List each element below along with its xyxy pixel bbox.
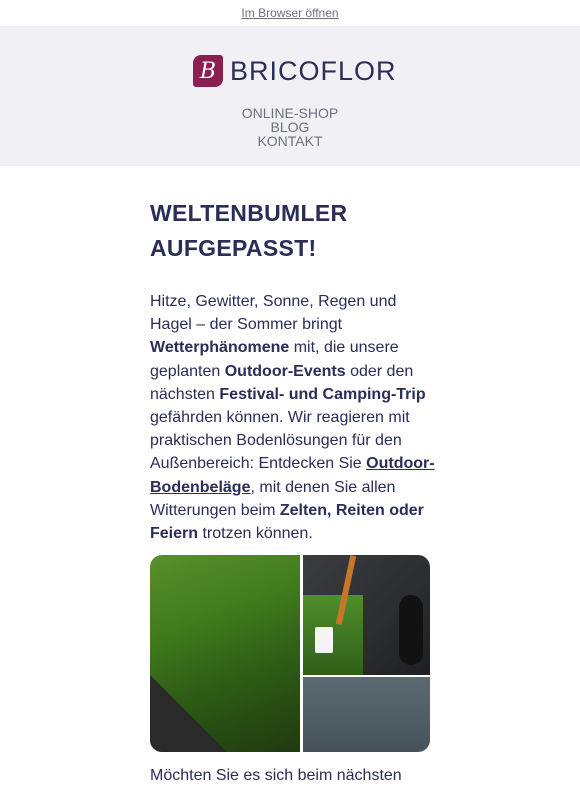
- main-nav: [0, 106, 580, 148]
- article-body: [150, 290, 440, 545]
- highlight-weather: Wetterphänomene: [150, 339, 290, 357]
- next-paragraph-partial: Möchten Sie es sich beim nächsten: [150, 767, 402, 784]
- highlight-festival-camping: Festival- und Camping-Trip: [219, 385, 426, 403]
- body-text-segment: Hitze, Gewitter, Sonne, Regen und Hagel – der Sommer bringt: [150, 293, 397, 334]
- body-text-segment: gefährden können. Wir reagieren mit praktischen Bodenlösungen für den Außenbereich: Entdecken Sie: [150, 409, 410, 473]
- ukulele-icon: [399, 595, 423, 665]
- topbar: [0, 0, 580, 26]
- mat-texture-image: [303, 677, 430, 752]
- logo-mark-icon: B: [193, 55, 223, 87]
- logo-text: BRICOFLOR: [230, 55, 397, 86]
- header: [0, 26, 580, 166]
- outdoor-flooring-link[interactable]: Outdoor-Bodenbeläge: [150, 455, 435, 496]
- body-text-segment: oder den nächsten: [150, 362, 414, 403]
- mug-icon: [315, 627, 333, 653]
- divider: [300, 555, 303, 752]
- open-in-browser-link[interactable]: Im Browser öffnen: [241, 6, 339, 20]
- body-text-segment: mit, die unsere geplanten: [150, 339, 399, 380]
- logo[interactable]: [193, 55, 397, 87]
- nav-blog[interactable]: BLOG: [270, 119, 310, 135]
- body-text-segment: trotzen können.: [198, 525, 313, 543]
- article: [150, 196, 440, 545]
- nav-kontakt[interactable]: KONTAKT: [257, 133, 323, 149]
- floor-mat-shape: [150, 645, 261, 752]
- grass-mat-image: [150, 555, 300, 752]
- divider: [303, 675, 430, 677]
- camping-scene-image: [303, 555, 430, 675]
- highlight-activities: Zelten, Reiten oder Feiern: [150, 501, 424, 543]
- product-image-collage[interactable]: [150, 555, 430, 752]
- highlight-outdoor-events: Outdoor-Events: [224, 362, 346, 380]
- body-text-segment: , mit denen Sie allen Witterungen beim: [150, 478, 396, 519]
- article-title: WELTENBUMLER AUFGEPASST!: [150, 200, 348, 261]
- nav-online-shop[interactable]: ONLINE-SHOP: [241, 105, 339, 121]
- grass-patch: [303, 595, 363, 675]
